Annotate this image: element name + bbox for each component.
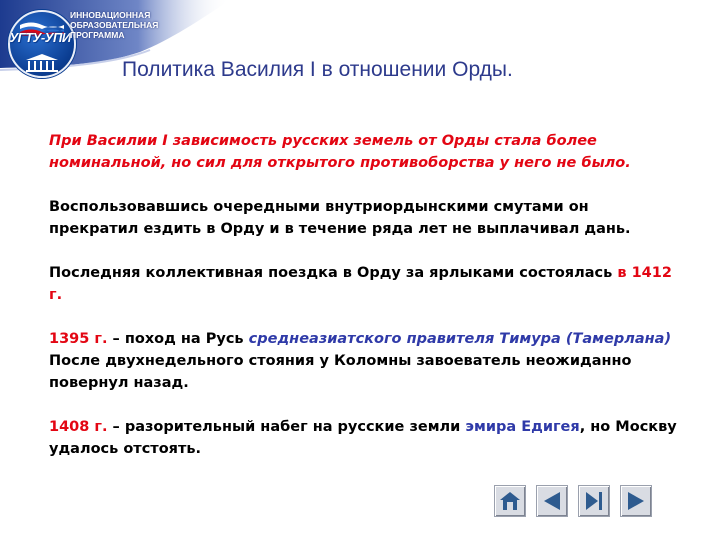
next-button[interactable] (620, 485, 652, 517)
slide-title: Политика Василия I в отношении Орды. (122, 58, 513, 81)
logo-line-1: ИННОВАЦИОННАЯ (70, 10, 151, 20)
last-trip-text: Последняя коллективная поездка в Орду за ярлыками состоялась (49, 265, 618, 281)
next-icon (625, 491, 647, 511)
building-icon (26, 54, 58, 72)
paragraph-last-trip (49, 262, 679, 306)
logo-abbreviation: УГТУ-УПИ (9, 30, 71, 45)
home-button[interactable] (494, 485, 526, 517)
edigey-highlight: эмира Едигея (465, 419, 580, 435)
previous-button[interactable] (536, 485, 568, 517)
text-1408-b: , но Москву удалось отстоять. (49, 419, 677, 457)
logo-program-text (70, 10, 170, 40)
logo-line-3: ПРОГРАММА (70, 30, 125, 40)
paragraph-1395 (49, 328, 679, 394)
navigation-bar (494, 485, 652, 517)
year-1408: 1408 г. (49, 419, 108, 435)
text-1395-b: После двухнедельного стояния у Коломны завоеватель неожиданно повернул назад. (49, 353, 632, 391)
paragraph-intro: При Василии I зависимость русских земель от Орды стала более номинальной, но сил для открытого противоборства у него не было. (49, 133, 631, 171)
text-1408-a: – разорительный набег на русские земли (107, 419, 466, 435)
last-icon (583, 491, 605, 511)
text-1395-a: – поход на Русь (107, 331, 249, 347)
last-button[interactable] (578, 485, 610, 517)
timur-highlight: среднеазиатского правителя Тимура (Тамерлана) (248, 331, 672, 347)
year-1395: 1395 г. (49, 331, 108, 347)
paragraph-1408 (49, 416, 679, 460)
previous-icon (541, 491, 563, 511)
slide-content (49, 130, 679, 482)
last-trip-year: в 1412 г. (49, 265, 672, 303)
logo-line-2: ОБРАЗОВАТЕЛЬНАЯ (70, 20, 159, 30)
paragraph-tribute: Воспользовавшись очередными внутриордынскими смутами он прекратил ездить в Орду и в течение ряда лет не выплачивал дань. (49, 199, 631, 237)
home-icon (499, 491, 521, 511)
